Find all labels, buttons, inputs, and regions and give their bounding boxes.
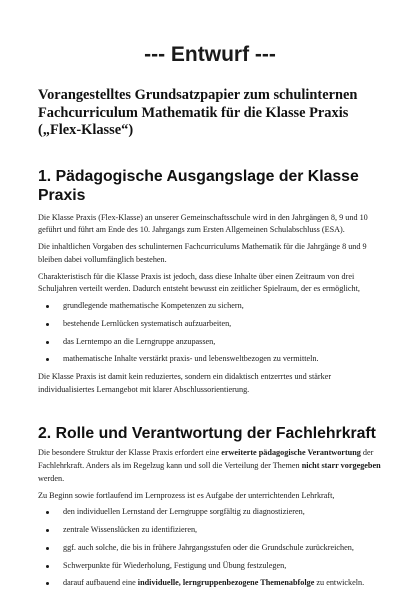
draft-title: --- Entwurf --- [144,43,276,66]
bold-text-run: erweiterte pädagogische Verantwortung [221,448,361,458]
section2-bullet-list [38,506,382,590]
list-item: grundlegende mathematische Kompetenzen zu sichern, [38,300,382,313]
text-run: zu entwickeln. [314,578,365,588]
section1-bullet-list [38,300,382,366]
list-item: mathematische Inhalte verstärkt praxis- und lebensweltbezogen zu vermitteln. [38,353,382,366]
section1-paragraph-3: Charakteristisch für die Klasse Praxis ist jedoch, dass diese Inhalte über einen Zeitraum von drei Schuljahren verteilt werden. Dadurch entsteht bewusst ein zeitlicher Spielraum, der es ermöglicht, [38,271,360,294]
section1-paragraph-2: Die inhaltlichen Vorgaben des schulinternen Fachcurriculums Mathematik für die Jahrgänge 8 und 9 bleiben dabei vollumfänglich bestehen. [38,242,367,264]
document-title: Vorangestelltes Grundsatzpapier zum schulinternen Fachcurriculum Mathematik für die Klasse Praxis („Flex-Klasse“) [38,87,358,138]
section1-paragraph-4: Die Klasse Praxis ist damit kein reduziertes, sondern ein didaktisch entzerrtes und stärker individualisiertes Lernangebot mit klarer Abschlussorientierung. [38,372,332,394]
section1-paragraph-1: Die Klasse Praxis (Flex-Klasse) an unserer Gemeinschaftsschule wird in den Jahrgängen 8, 9 und 10 geführt und führt am Ende des 10. Jahrgangs zum Ersten Allgemeinen Schulabschluss (ESA). [38,212,368,235]
list-item: zentrale Wissenslücken zu identifizieren, [38,524,382,537]
bold-text-run: nicht starr vorgegeben [301,460,381,470]
list-item [38,577,382,590]
text-run: werden. [38,473,65,483]
bold-text-run: individuelle, lerngruppenbezogene Themenabfolge [137,578,315,588]
text-run: darauf aufbauend eine [63,578,138,588]
list-item: das Lerntempo an die Lerngruppe anzupassen, [38,336,382,349]
section2-heading: 2. Rolle und Verantwortung der Fachlehrkraft [38,425,376,443]
section2-paragraph-2: Zu Beginn sowie fortlaufend im Lernprozess ist es Aufgabe der unterrichtenden Lehrkraft, [38,490,335,500]
text-run: Die besondere Struktur der Klasse Praxis erfordert eine [38,448,222,458]
section2-paragraph-1 [38,447,382,485]
list-item: den individuellen Lernstand der Lerngruppe sorgfältig zu diagnostizieren, [38,506,382,519]
list-item: bestehende Lernlücken systematisch aufzuarbeiten, [38,318,382,331]
list-item: ggf. auch solche, die bis in frühere Jahrgangsstufen oder die Grundschule zurückreichen, [38,542,382,555]
list-item: Schwerpunkte für Wiederholung, Festigung und Übung festzulegen, [38,560,382,573]
section1-heading: 1. Pädagogische Ausgangslage der Klasse Praxis [38,167,359,204]
text-run: der Fachlehrkraft. Anders als im Regelzug kann und soll die Verteilung der Themen [38,448,374,470]
